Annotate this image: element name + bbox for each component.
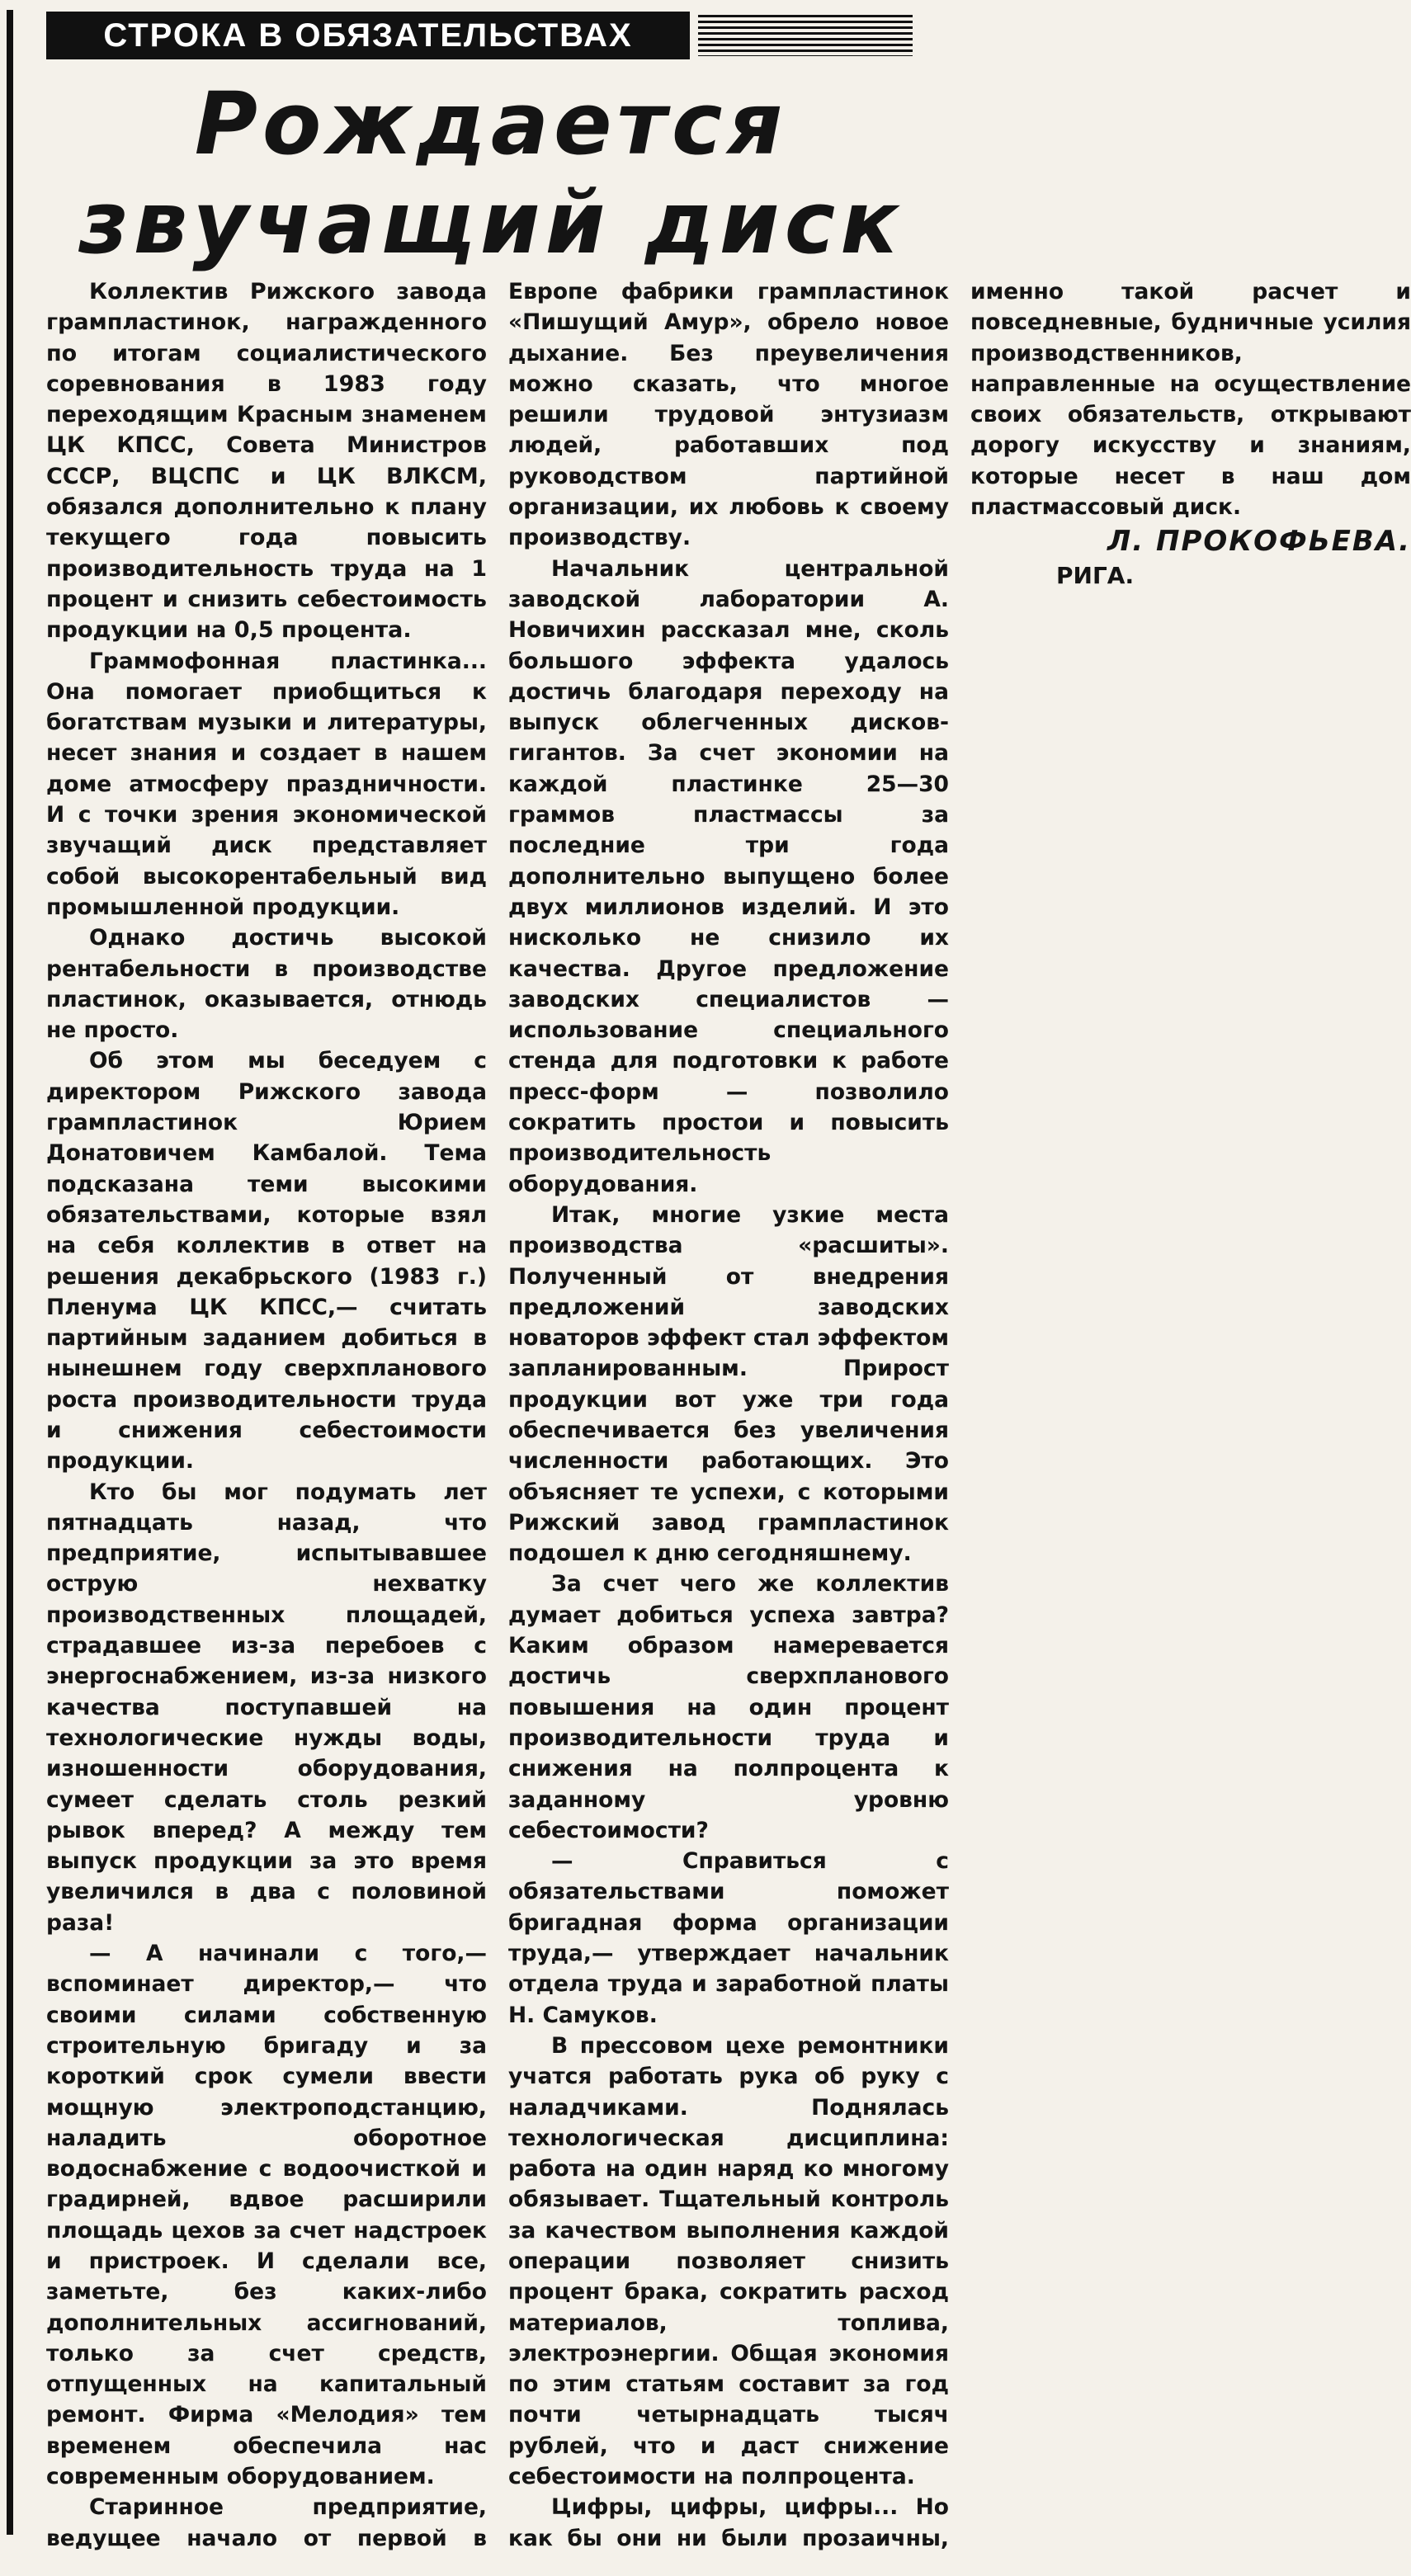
rubric-decorative-lines (698, 15, 913, 56)
body-paragraph: Старинное предприятие, ведущее начало от первой в Европе фабрики грампластинок «Пишущий Амур», обрело новое дыхание. Без преувеличения можно сказать, что многое решили трудовой энтузиазм людей, работавших под руководством партийной организации, их любовь к своему производству. (46, 279, 949, 2551)
dateline-city: РИГА. (1056, 562, 1135, 590)
body-paragraph: Начальник центральной заводской лаборатории А. Новичихин рассказал мне, сколь большого эффекта удалось достичь благодаря переходу на выпуск облегченных дисков-гигантов. За счет экономии на каждой пластинке 25—30 граммов пластмассы за последние три года дополнительно выпущено более двух миллионов изделий. И это нисколько не снизило их качества. Другое предложение заводских специалистов — использование специального стенда для подготовки к работе пресс-форм — позволило сократить простои и повысить производительность оборудования. (508, 555, 949, 1197)
article-body (46, 276, 1411, 2562)
body-paragraph: Кто бы мог подумать лет пятнадцать назад, что предприятие, испытывавшее острую нехватку производственных площадей, страдавшее из-за перебоев с энергоснабжением, из-за низкого качества поступавшей на технологические нужды воды, изношенности оборудования, сумеет сделать столь резкий рывок вперед? А между тем выпуск продукции за это время увеличился в два с половиной раза! (46, 1479, 487, 1936)
lead-paragraph: Коллектив Рижского завода грампластинок, награжденного по итогам социалистического соревнования в 1983 году переходящим Красным знаменем ЦК КПСС, Совета Министров СССР, ВЦСПС и ЦК ВЛКСМ, обязался дополнительно к плану текущего года повысить производительность труда на 1 процент и снизить себестоимость продукции на 0,5 процента. (46, 279, 487, 644)
body-paragraph: За счет чего же коллектив думает добиться успеха завтра? Каким образом намеревается достичь сверхпланового повышения на один процент производительности труда и снижения на полпроцента к заданному уровню себестоимости? (508, 1571, 949, 1843)
byline (970, 522, 1411, 592)
body-paragraph: — Справиться с обязательствами поможет бригадная форма организации труда,— утверждает начальник отдела труда и заработной платы Н. Самуков. (508, 1848, 949, 2028)
article-headline (33, 74, 949, 272)
body-paragraph: — А начинали с того,— вспоминает директор,— что своими силами собственную строительную бригаду и за короткий срок сумели ввести мощную электроподстанцию, наладить оборотное водоснабжение с водоочисткой и градирней, вдвое расширили площадь цехов за счет надстроек и пристроек. И сделали все, заметьте, без каких-либо дополнительных ассигнований, только за счет средств, отпущенных на капитальный ремонт. Фирма «Мелодия» тем временем обеспечила нас современным оборудованием. (46, 1941, 487, 2490)
section-rubric: СТРОКА В ОБЯЗАТЕЛЬСТВАХ (46, 12, 690, 59)
body-paragraph: В прессовом цехе ремонтники учатся работать рука об руку с наладчиками. Поднялась технологическая дисциплина: работа на один наряд ко многому обязывает. Тщательный контроль за качеством выполнения каждой операции позволяет снизить процент брака, сократить расход материалов, топлива, электроэнергии. Общая экономия по этим статьям составит за год почти четырнадцать тысяч рублей, что и даст снижение себестоимости на полпроцента. (508, 2032, 949, 2490)
headline-line-2: звучащий диск (78, 172, 904, 273)
body-paragraph: Граммофонная пластинка... Она помогает приобщиться к богатствам музыки и литературы, несет знания и создает в нашем доме атмосферу праздничности. И с точки зрения экономической звучащий диск представляет собой высокорентабельный вид промышленной продукции. (46, 648, 487, 920)
body-paragraph: Итак, многие узкие места производства «расшиты». Полученный от внедрения предложений заводских новаторов эффект стал эффектом запланированным. Прирост продукции вот уже три года обеспечивается без увеличения численности работающих. Это объясняет те успехи, с которыми Рижский завод грампластинок подошел к дню сегодняшнему. (508, 1201, 949, 1567)
body-paragraph: Об этом мы беседуем с директором Рижского завода грампластинок Юрием Донатовичем Камбалой. Тема подсказана теми высокими обязательствами, которые взял на себя коллектив в ответ на решения декабрьского (1983 г.) Пленума ЦК КПСС,— считать партийным заданием добиться в нынешнем году сверхпланового роста производительности труда и снижения себестоимости продукции. (46, 1048, 487, 1474)
body-paragraph: Цифры, цифры, цифры... Но как бы они ни были прозаичны, именно такой расчет и повседневные, будничные усилия производственников, направленные на осуществление своих обязательств, открывают дорогу искусству и знаниям, которые несет в наш дом пластмассовый диск. (508, 279, 1411, 2551)
left-border-rule (7, 10, 13, 2535)
body-paragraph: Однако достичь высокой рентабельности в производстве пластинок, оказывается, отнюдь не просто. (46, 925, 487, 1044)
headline-line-1: Рождается (194, 73, 788, 174)
author-name: Л. ПРОКОФЬЕВА. (1107, 525, 1411, 559)
